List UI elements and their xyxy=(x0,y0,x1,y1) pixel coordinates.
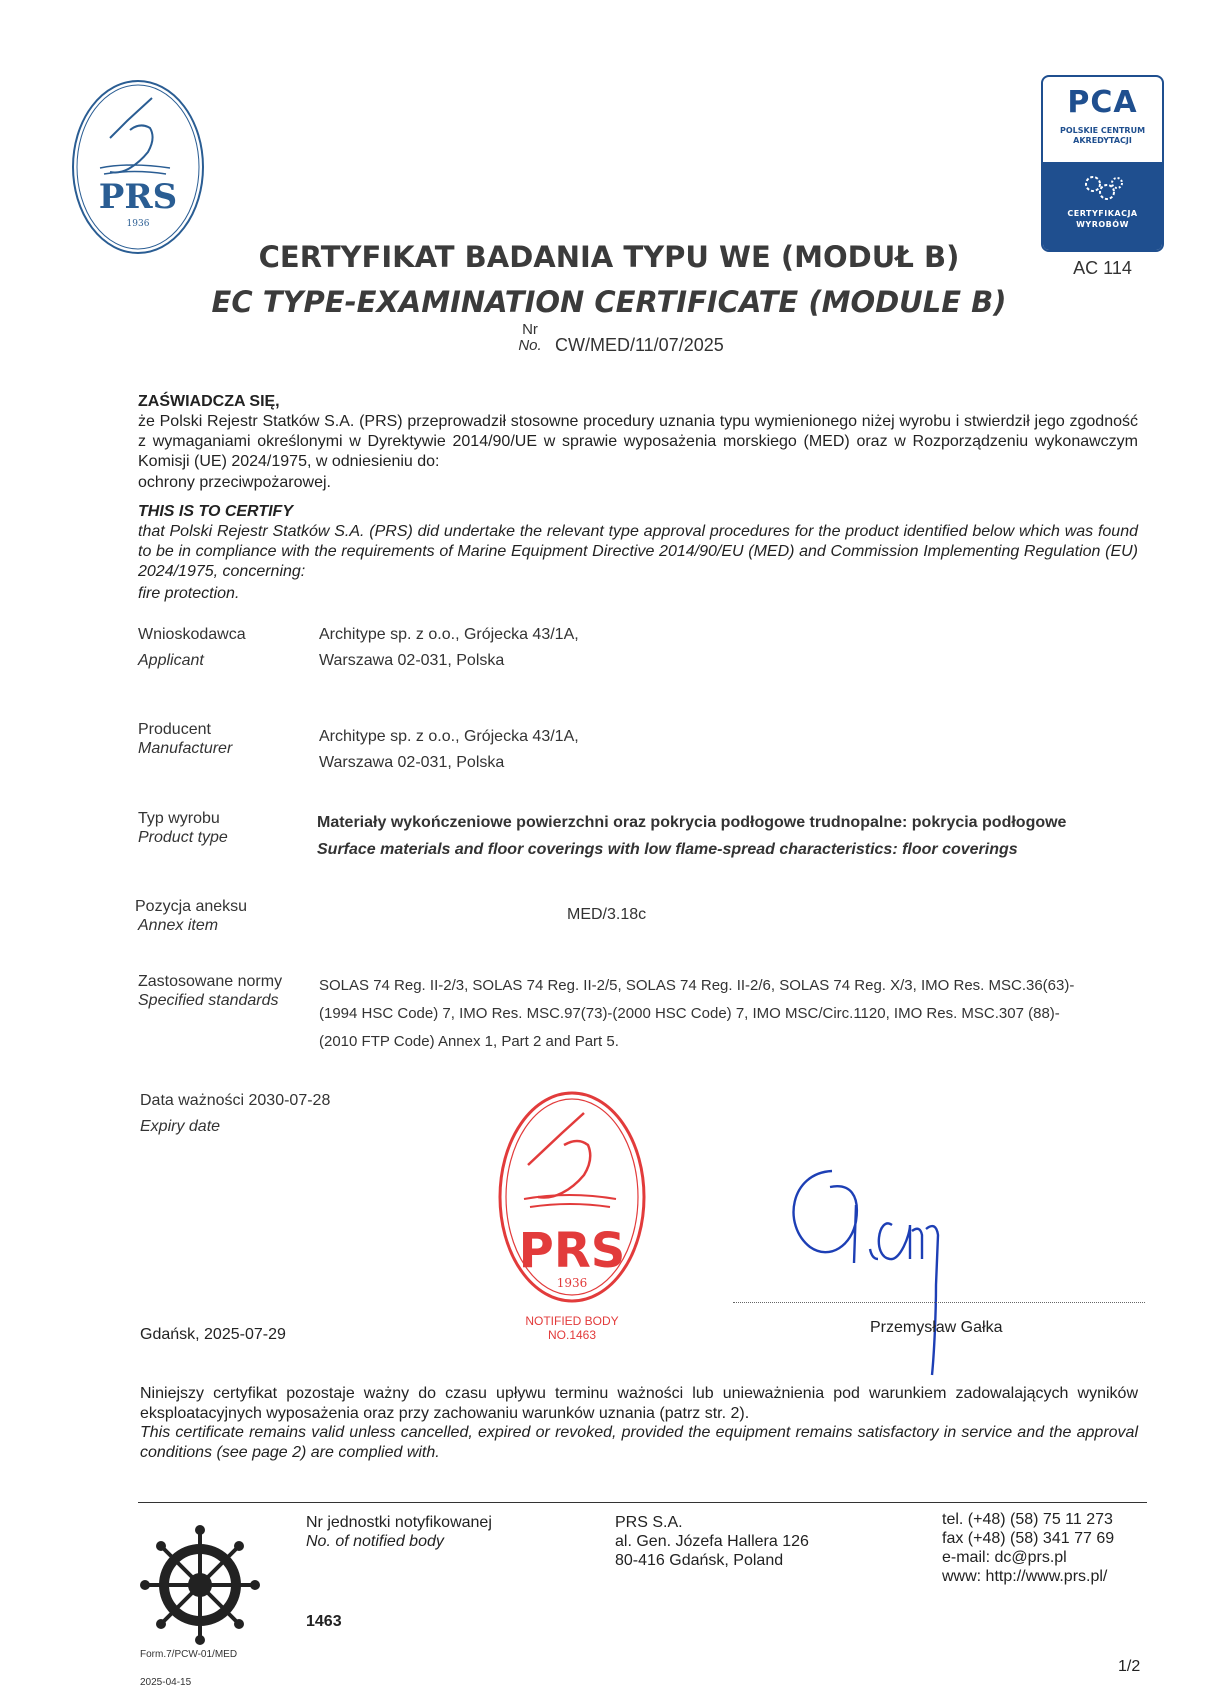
standards-line1: SOLAS 74 Reg. II-2/3, SOLAS 74 Reg. II-2/5, SOLAS 74 Reg. II-2/6, SOLAS 74 Reg. X/3, IMO Res. MSC.36(63)- xyxy=(319,977,1075,994)
manufacturer-label-en: Manufacturer xyxy=(138,740,233,757)
intro-scope-en: fire protection. xyxy=(138,585,240,602)
footer-tel: tel. (+48) (58) 75 11 273 xyxy=(942,1511,1113,1528)
signature xyxy=(760,1165,1003,1380)
title-pl: CERTYFIKAT BADANIA TYPU WE (MODUŁ B) xyxy=(258,240,960,274)
validity-pl: Niniejszy certyfikat pozostaje ważny do czasu upływu terminu ważności lub unieważnienia pod warunkiem zadowalających wyników eksploatacyjnych wyposażenia oraz przy zachowaniu warunków uznania (patrz str. 2). xyxy=(140,1385,1138,1422)
applicant-line1: Architype sp. z o.o., Grójecka 43/1A, xyxy=(319,626,579,643)
intro-heading-pl: ZAŚWIADCZA SIĘ, xyxy=(138,393,280,410)
manufacturer-line2: Warszawa 02-031, Polska xyxy=(319,754,505,771)
standards-label-pl: Zastosowane normy xyxy=(138,973,283,990)
footer-email[interactable]: e-mail: dc@prs.pl xyxy=(942,1549,1067,1566)
stamp-year: 1936 xyxy=(556,1276,588,1290)
notified-body-label-en: No. of notified body xyxy=(306,1533,444,1550)
standards-label-en: Specified standards xyxy=(138,992,279,1009)
form-date: 2025-04-15 xyxy=(140,1677,192,1688)
notified-body-stamp xyxy=(492,1085,652,1341)
product-type-label-pl: Typ wyrobu xyxy=(138,810,220,827)
footer-company: PRS S.A. xyxy=(615,1514,683,1531)
gears-icon xyxy=(1043,172,1162,208)
pca-scope-line1: CERTYFIKACJA xyxy=(1067,209,1138,218)
footer-fax: fax (+48) (58) 341 77 69 xyxy=(942,1530,1115,1547)
certificate-number: CW/MED/11/07/2025 xyxy=(555,335,724,355)
stamp-text: PRS xyxy=(518,1223,626,1279)
pca-logo: PCA xyxy=(1067,85,1138,120)
prs-logo-year: 1936 xyxy=(126,219,150,229)
pca-name-line1: POLSKIE CENTRUM xyxy=(1059,126,1146,135)
expiry-label-pl: Data ważności 2030-07-28 xyxy=(140,1092,331,1109)
pca-name-line2: AKREDYTACJI xyxy=(1073,136,1132,145)
title-en: EC TYPE-EXAMINATION CERTIFICATE (MODULE B) xyxy=(211,285,1007,319)
manufacturer-line1: Architype sp. z o.o., Grójecka 43/1A, xyxy=(319,728,579,745)
prs-logo-text: PRS xyxy=(98,177,178,217)
signature-line xyxy=(733,1302,1145,1303)
product-type-label-en: Product type xyxy=(138,829,228,846)
product-type-value-en: Surface materials and floor coverings with low flame-spread characteristics: floor coverings xyxy=(317,841,1018,858)
applicant-line2: Warszawa 02-031, Polska xyxy=(319,652,505,669)
footer-street: al. Gen. Józefa Hallera 126 xyxy=(615,1533,809,1550)
stamp-line2: NO.1463 xyxy=(547,1328,597,1341)
pca-scope-line2: WYROBÓW xyxy=(1076,220,1129,229)
validity-en: This certificate remains valid unless cancelled, expired or revoked, provided the equipment remains satisfactory in service and the approval conditions (see page 2) are complied with. xyxy=(140,1424,1138,1461)
footer-separator xyxy=(138,1502,1147,1503)
annex-item-value: MED/3.18c xyxy=(567,906,647,923)
stamp-line1: NOTIFIED BODY xyxy=(525,1314,619,1328)
accreditation-number: AC 114 xyxy=(1073,258,1132,278)
ships-wheel-icon xyxy=(140,1525,260,1645)
intro-text-pl: że Polski Rejestr Statków S.A. (PRS) przeprowadził stosowne procedury uznania typu wymienionego niżej wyrobu i stwierdził jego zgodność z wymaganiami określonymi w Dyrektywie 2014/90/UE w sprawie wyposażenia morskiego (MED) oraz w Rozporządzeniu wykonawczym Komisji (UE) 2024/1975, w odniesieniu do: xyxy=(138,413,1138,470)
nr-label-en: No. xyxy=(518,337,542,354)
signatory-name: Przemysław Gałka xyxy=(870,1319,1003,1336)
pca-accreditation-badge xyxy=(1041,75,1164,252)
manufacturer-label-pl: Producent xyxy=(138,721,211,738)
nr-label-pl: Nr xyxy=(522,321,538,338)
notified-body-number: 1463 xyxy=(306,1613,342,1630)
applicant-label-pl: Wnioskodawca xyxy=(138,626,246,643)
intro-text-en: that Polski Rejestr Statków S.A. (PRS) did undertake the relevant type approval procedures for the product identified below which was found to be in compliance with the requirements of Marine Equipment Directive 2014/90/EU (MED) and Commission Implementing Regulation (EU) 2024/1975, concerning: xyxy=(138,523,1138,580)
expiry-label-en: Expiry date xyxy=(140,1118,221,1135)
annex-item-label-pl: Pozycja aneksu xyxy=(135,898,248,915)
footer-city: 80-416 Gdańsk, Poland xyxy=(615,1552,784,1569)
footer-website[interactable]: www: http://www.prs.pl/ xyxy=(942,1568,1108,1585)
standards-line3: (2010 FTP Code) Annex 1, Part 2 and Part 5. xyxy=(319,1033,619,1050)
annex-item-label-en: Annex item xyxy=(138,917,219,934)
form-code: Form.7/PCW-01/MED xyxy=(140,1649,238,1660)
issue-place-date: Gdańsk, 2025-07-29 xyxy=(140,1326,286,1343)
notified-body-label-pl: Nr jednostki notyfikowanej xyxy=(306,1514,492,1531)
applicant-label-en: Applicant xyxy=(138,652,204,669)
intro-scope-pl: ochrony przeciwpożarowej. xyxy=(138,474,331,491)
product-type-value-pl: Materiały wykończeniowe powierzchni oraz pokrycia podłogowe trudnopalne: pokrycia podłogowe xyxy=(317,814,1067,831)
standards-line2: (1994 HSC Code) 7, IMO Res. MSC.97(73)-(2000 HSC Code) 7, IMO MSC/Circ.1120, IMO Res. MSC.307 (88)- xyxy=(319,1005,1060,1022)
prs-logo xyxy=(70,78,206,256)
intro-heading-en: THIS IS TO CERTIFY xyxy=(138,503,293,520)
page-number: 1/2 xyxy=(1118,1658,1141,1675)
